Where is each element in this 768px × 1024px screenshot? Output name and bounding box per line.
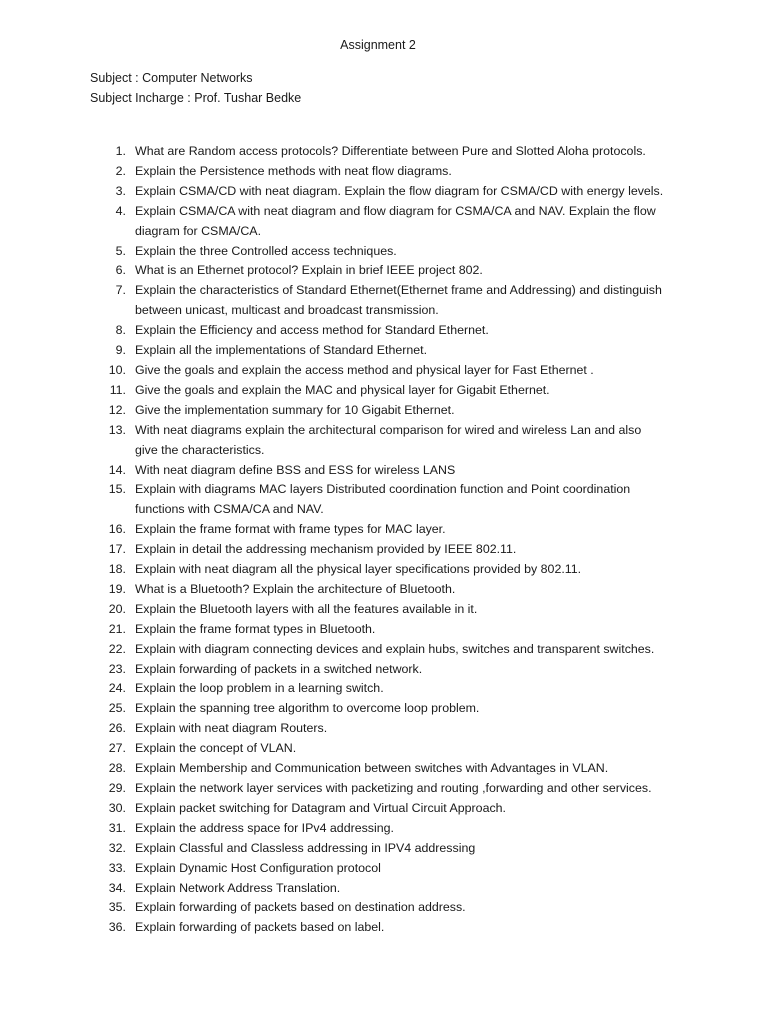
question-text: Explain with neat diagram all the physical layer specifications provided by 802.11.	[135, 562, 582, 577]
question-number: 32.	[108, 840, 126, 855]
question-item	[0, 261, 700, 281]
question-item	[0, 859, 700, 879]
question-number: 1.	[115, 144, 126, 158]
question-item	[0, 421, 700, 441]
question-number: 13.	[108, 422, 126, 437]
question-number: 14.	[108, 462, 126, 477]
question-number: 31.	[108, 820, 126, 835]
question-text: Explain the loop problem in a learning switch.	[135, 681, 384, 696]
question-text: diagram for CSMA/CA.	[135, 223, 262, 238]
question-text: Explain Membership and Communication between switches with Advantages in VLAN.	[135, 761, 609, 776]
question-number: 27.	[108, 741, 126, 756]
question-text: give the characteristics.	[135, 442, 265, 457]
question-item	[0, 281, 700, 301]
question-item	[0, 321, 700, 341]
question-number: 7.	[115, 283, 126, 298]
question-text: Explain the three Controlled access techniques.	[135, 243, 397, 258]
question-text: Explain the concept of VLAN.	[135, 741, 297, 756]
question-item	[0, 401, 700, 421]
question-text: What are Random access protocols? Differentiate between Pure and Slotted Aloha protocols.	[135, 144, 646, 158]
question-text: Explain the spanning tree algorithm to overcome loop problem.	[135, 701, 480, 716]
question-number: 5.	[115, 243, 126, 258]
question-text: Give the goals and explain the access method and physical layer for Fast Ethernet .	[135, 362, 594, 377]
question-text: With neat diagrams explain the architectural comparison for wired and wireless Lan and also	[135, 422, 642, 437]
question-number: 11.	[109, 382, 126, 397]
question-number: 18.	[108, 562, 126, 577]
question-text: Explain with diagrams MAC layers Distributed coordination function and Point coordination	[135, 482, 631, 497]
question-number: 22.	[108, 641, 126, 656]
question-text: Explain the characteristics of Standard Ethernet(Ethernet frame and Addressing) and distinguish	[135, 283, 662, 298]
question-text: Give the goals and explain the MAC and physical layer for Gigabit Ethernet.	[135, 382, 550, 397]
question-item	[0, 759, 700, 779]
question-number: 23.	[108, 661, 126, 676]
question-text: Explain the frame format types in Bluetooth.	[135, 621, 376, 636]
question-text: functions with CSMA/CA and NAV.	[135, 502, 324, 517]
question-number: 26.	[108, 721, 126, 736]
question-item-continuation	[0, 222, 700, 242]
question-item	[0, 361, 700, 381]
question-item-continuation	[0, 500, 700, 520]
question-number: 35.	[108, 900, 126, 915]
question-number: 34.	[108, 880, 126, 895]
question-number: 17.	[108, 542, 126, 557]
subject-incharge-line: Subject Incharge : Prof. Tushar Bedke	[90, 91, 302, 105]
question-item	[0, 719, 700, 739]
document-title: Assignment 2	[340, 38, 416, 52]
question-item	[0, 879, 700, 899]
question-number: 28.	[108, 761, 126, 776]
question-text: Explain the Persistence methods with neat flow diagrams.	[135, 163, 452, 178]
question-number: 16.	[108, 522, 126, 537]
question-text: Explain forwarding of packets in a switched network.	[135, 661, 423, 676]
question-number: 24.	[108, 681, 126, 696]
question-number: 20.	[108, 601, 126, 616]
question-text: Explain CSMA/CD with neat diagram. Explain the flow diagram for CSMA/CD with energy levels.	[135, 183, 664, 198]
question-number: 21.	[108, 621, 126, 636]
subject-line: Subject : Computer Networks	[90, 71, 253, 85]
question-item	[0, 461, 700, 481]
question-number: 12.	[108, 402, 126, 417]
question-text: Explain CSMA/CA with neat diagram and flow diagram for CSMA/CA and NAV. Explain the flow	[135, 203, 656, 218]
question-item	[0, 520, 700, 540]
question-text: Explain all the implementations of Standard Ethernet.	[135, 343, 428, 358]
question-item	[0, 620, 700, 640]
question-number: 30.	[108, 800, 126, 815]
question-text: Explain packet switching for Datagram and Virtual Circuit Approach.	[135, 800, 506, 815]
question-number: 25.	[108, 701, 126, 716]
question-item	[0, 640, 700, 660]
question-text: Explain in detail the addressing mechanism provided by IEEE 802.11.	[135, 542, 517, 557]
question-number: 33.	[108, 860, 126, 875]
question-text: Explain the frame format with frame types for MAC layer.	[135, 522, 446, 537]
question-text: Explain the Bluetooth layers with all the features available in it.	[135, 601, 478, 616]
question-text: Explain forwarding of packets based on label.	[135, 920, 385, 935]
question-item	[0, 560, 700, 580]
question-number: 2.	[115, 163, 126, 178]
question-item	[0, 341, 700, 361]
question-item	[0, 779, 700, 799]
question-number: 6.	[115, 263, 126, 278]
question-text: Explain Dynamic Host Configuration protocol	[135, 860, 381, 875]
question-number: 3.	[115, 183, 126, 198]
question-text: Explain Classful and Classless addressing in IPV4 addressing	[135, 840, 476, 855]
question-item-continuation	[0, 301, 700, 321]
question-item	[0, 142, 700, 162]
question-number: 8.	[115, 323, 126, 338]
question-text: between unicast, multicast and broadcast transmission.	[135, 303, 439, 318]
question-text: Explain the Efficiency and access method for Standard Ethernet.	[135, 323, 489, 338]
question-item	[0, 660, 700, 680]
question-number: 4.	[115, 203, 126, 218]
question-item	[0, 699, 700, 719]
question-item	[0, 739, 700, 759]
question-item	[0, 839, 700, 859]
question-item	[0, 898, 700, 918]
question-item	[0, 480, 700, 500]
question-item	[0, 580, 700, 600]
question-text: With neat diagram define BSS and ESS for wireless LANS	[135, 462, 456, 477]
question-text: What is a Bluetooth? Explain the architecture of Bluetooth.	[135, 581, 456, 596]
question-number: 15.	[108, 482, 126, 497]
question-text: What is an Ethernet protocol? Explain in brief IEEE project 802.	[135, 263, 483, 278]
question-number: 36.	[108, 920, 126, 935]
question-item	[0, 242, 700, 262]
question-item	[0, 162, 700, 182]
question-number: 19.	[108, 581, 126, 596]
question-item	[0, 819, 700, 839]
question-item	[0, 600, 700, 620]
question-item	[0, 799, 700, 819]
question-item-continuation	[0, 441, 700, 461]
question-item	[0, 381, 700, 401]
question-text: Give the implementation summary for 10 Gigabit Ethernet.	[135, 402, 455, 417]
question-text: Explain the network layer services with packetizing and routing ,forwarding and other services.	[135, 781, 652, 795]
question-item	[0, 679, 700, 699]
question-item	[0, 182, 700, 202]
question-text: Explain with neat diagram Routers.	[135, 721, 328, 736]
question-list	[0, 142, 700, 938]
question-item	[0, 202, 700, 222]
question-text: Explain with diagram connecting devices and explain hubs, switches and transparent switches.	[135, 641, 655, 656]
question-text: Explain Network Address Translation.	[135, 880, 341, 895]
question-item	[0, 918, 700, 938]
question-number: 9.	[115, 343, 126, 358]
question-text: Explain forwarding of packets based on destination address.	[135, 900, 466, 915]
question-text: Explain the address space for IPv4 addressing.	[135, 820, 394, 835]
question-number: 10.	[108, 362, 126, 377]
question-item	[0, 540, 700, 560]
question-number: 29.	[108, 781, 126, 795]
